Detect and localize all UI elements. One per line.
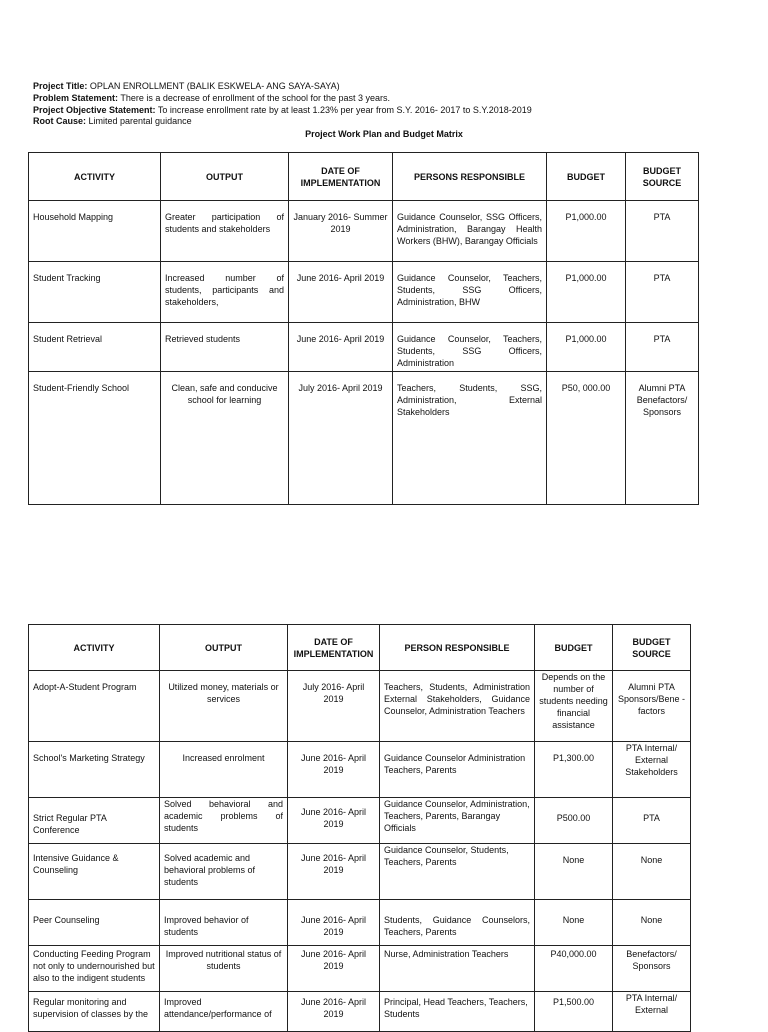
cell-budget: None bbox=[535, 844, 613, 900]
root-cause-value: Limited parental guidance bbox=[86, 116, 192, 127]
cell-output: Retrieved students bbox=[161, 323, 289, 372]
table-row bbox=[29, 946, 691, 992]
cell-activity: Household Mapping bbox=[29, 201, 161, 262]
table-row bbox=[29, 844, 691, 900]
table-row bbox=[29, 201, 699, 262]
col-header-budget: BUDGET bbox=[547, 153, 626, 201]
cell-date: June 2016- April 2019 bbox=[288, 798, 380, 844]
cell-persons: Teachers, Students, Administration External Stakeholders, Guidance Counselor, Administration Teachers bbox=[380, 671, 535, 742]
col-header-activity: ACTIVITY bbox=[29, 625, 160, 671]
cell-date: June 2016- April 2019 bbox=[288, 844, 380, 900]
objective-statement-value: To increase enrollment rate by at least 1.23% per year from S.Y. 2016- 2017 to S.Y.2018-2019 bbox=[155, 104, 532, 115]
problem-statement-label: Problem Statement: bbox=[33, 92, 119, 103]
work-plan-table-2 bbox=[28, 624, 691, 1032]
cell-persons: Teachers, Students, SSG, Administration, External Stakeholders bbox=[393, 372, 547, 505]
cell-date: June 2016- April 2019 bbox=[288, 742, 380, 798]
col-header-budget: BUDGET bbox=[535, 625, 613, 671]
cell-persons: Guidance Counselor, Teachers, Students, SSG Officers, Administration bbox=[393, 323, 547, 372]
cell-source: Alumni PTA Sponsors/Bene -factors bbox=[613, 671, 691, 742]
cell-budget: P1,000.00 bbox=[547, 323, 626, 372]
problem-statement-value: There is a decrease of enrollment of the school for the past 3 years. bbox=[118, 92, 391, 103]
table-row bbox=[29, 372, 699, 505]
cell-output: Solved academic and behavioral problems of students bbox=[160, 844, 288, 900]
col-header-date: DATE OF IMPLEMENTATION bbox=[288, 625, 380, 671]
cell-date: June 2016- April 2019 bbox=[289, 323, 393, 372]
cell-source: Benefactors/ Sponsors bbox=[613, 946, 691, 992]
cell-activity: Student Retrieval bbox=[29, 323, 161, 372]
cell-source: PTA Internal/ External Stakeholders bbox=[613, 742, 691, 798]
cell-activity: Adopt-A-Student Program bbox=[29, 671, 160, 742]
cell-date: June 2016- April 2019 bbox=[288, 900, 380, 946]
cell-budget: P1,000.00 bbox=[547, 201, 626, 262]
col-header-source: BUDGET SOURCE bbox=[626, 153, 699, 201]
table-row bbox=[29, 671, 691, 742]
root-cause-line bbox=[33, 116, 733, 128]
table-row bbox=[29, 900, 691, 946]
col-header-source: BUDGET SOURCE bbox=[613, 625, 691, 671]
matrix-title: Project Work Plan and Budget Matrix bbox=[305, 129, 463, 139]
cell-date: June 2016- April 2019 bbox=[289, 262, 393, 323]
cell-activity: Regular monitoring and supervision of classes by the bbox=[29, 992, 160, 1032]
cell-activity: Conducting Feeding Program not only to undernourished but also to the indigent students bbox=[29, 946, 160, 992]
cell-source: None bbox=[613, 900, 691, 946]
cell-date: July 2016- April 2019 bbox=[288, 671, 380, 742]
table-row bbox=[29, 262, 699, 323]
project-title-label: Project Title: bbox=[33, 81, 88, 91]
cell-output: Improved attendance/performance of bbox=[160, 992, 288, 1032]
table-row bbox=[29, 798, 691, 844]
table-row bbox=[29, 992, 691, 1032]
root-cause-label: Root Cause: bbox=[33, 116, 87, 127]
cell-date: January 2016- Summer 2019 bbox=[289, 201, 393, 262]
cell-output: Increased enrolment bbox=[160, 742, 288, 798]
cell-persons: Guidance Counselor, Administration, Teachers, Parents, Barangay Officials bbox=[380, 798, 535, 844]
cell-source: PTA bbox=[626, 262, 699, 323]
cell-budget: P50, 000.00 bbox=[547, 372, 626, 505]
cell-source: Alumni PTA Benefactors/ Sponsors bbox=[626, 372, 699, 505]
cell-activity: Student-Friendly School bbox=[29, 372, 161, 505]
table-header-row bbox=[29, 153, 699, 201]
cell-persons: Guidance Counselor, Teachers, Students, SSG Officers, Administration, BHW bbox=[393, 262, 547, 323]
cell-output: Improved nutritional status of students bbox=[160, 946, 288, 992]
cell-source: PTA bbox=[626, 323, 699, 372]
cell-date: June 2016- April 2019 bbox=[288, 946, 380, 992]
cell-budget: P40,000.00 bbox=[535, 946, 613, 992]
cell-activity: Peer Counseling bbox=[29, 900, 160, 946]
cell-output: Utilized money, materials or services bbox=[160, 671, 288, 742]
cell-output: Improved behavior of students bbox=[160, 900, 288, 946]
table-row bbox=[29, 323, 699, 372]
cell-budget: P500.00 bbox=[535, 798, 613, 844]
col-header-output: OUTPUT bbox=[161, 153, 289, 201]
project-header bbox=[33, 81, 733, 128]
cell-persons: Guidance Counselor, SSG Officers, Administration, Barangay Health Workers (BHW), Barangay Officials bbox=[393, 201, 547, 262]
cell-budget: P1,300.00 bbox=[535, 742, 613, 798]
objective-statement-label: Project Objective Statement: bbox=[33, 104, 156, 115]
cell-source: PTA Internal/ External bbox=[613, 992, 691, 1032]
cell-persons: Principal, Head Teachers, Teachers, Students bbox=[380, 992, 535, 1032]
col-header-persons: PERSONS RESPONSIBLE bbox=[393, 153, 547, 201]
cell-source: None bbox=[613, 844, 691, 900]
cell-source: PTA bbox=[613, 798, 691, 844]
objective-statement-line bbox=[33, 105, 733, 117]
col-header-output: OUTPUT bbox=[160, 625, 288, 671]
cell-date: July 2016- April 2019 bbox=[289, 372, 393, 505]
cell-activity: Strict Regular PTA Conference bbox=[29, 798, 160, 844]
cell-budget: None bbox=[535, 900, 613, 946]
table-header-row bbox=[29, 625, 691, 671]
cell-activity: School's Marketing Strategy bbox=[29, 742, 160, 798]
work-plan-table-1 bbox=[28, 152, 699, 505]
project-title-line bbox=[33, 81, 733, 93]
cell-persons: Students, Guidance Counselors, Teachers, Parents bbox=[380, 900, 535, 946]
cell-budget: Depends on the number of students needing financial assistance bbox=[535, 671, 613, 742]
problem-statement-line bbox=[33, 93, 733, 105]
cell-persons: Guidance Counselor, Students, Teachers, Parents bbox=[380, 844, 535, 900]
col-header-persons: PERSON RESPONSIBLE bbox=[380, 625, 535, 671]
col-header-activity: ACTIVITY bbox=[29, 153, 161, 201]
cell-output: Increased number of students, participants and stakeholders, bbox=[161, 262, 289, 323]
cell-persons: Nurse, Administration Teachers bbox=[380, 946, 535, 992]
cell-activity: Student Tracking bbox=[29, 262, 161, 323]
cell-budget: P1,500.00 bbox=[535, 992, 613, 1032]
cell-activity: Intensive Guidance & Counseling bbox=[29, 844, 160, 900]
project-title-value: OPLAN ENROLLMENT (BALIK ESKWELA- ANG SAYA-SAYA) bbox=[87, 81, 340, 91]
cell-persons: Guidance Counselor Administration Teachers, Parents bbox=[380, 742, 535, 798]
cell-output: Greater participation of students and stakeholders bbox=[161, 201, 289, 262]
table-row bbox=[29, 742, 691, 798]
cell-date: June 2016- April 2019 bbox=[288, 992, 380, 1032]
col-header-date: DATE OF IMPLEMENTATION bbox=[289, 153, 393, 201]
cell-budget: P1,000.00 bbox=[547, 262, 626, 323]
cell-output: Clean, safe and conducive school for learning bbox=[161, 372, 289, 505]
cell-output: Solved behavioral and academic problems of students bbox=[160, 798, 288, 844]
cell-source: PTA bbox=[626, 201, 699, 262]
